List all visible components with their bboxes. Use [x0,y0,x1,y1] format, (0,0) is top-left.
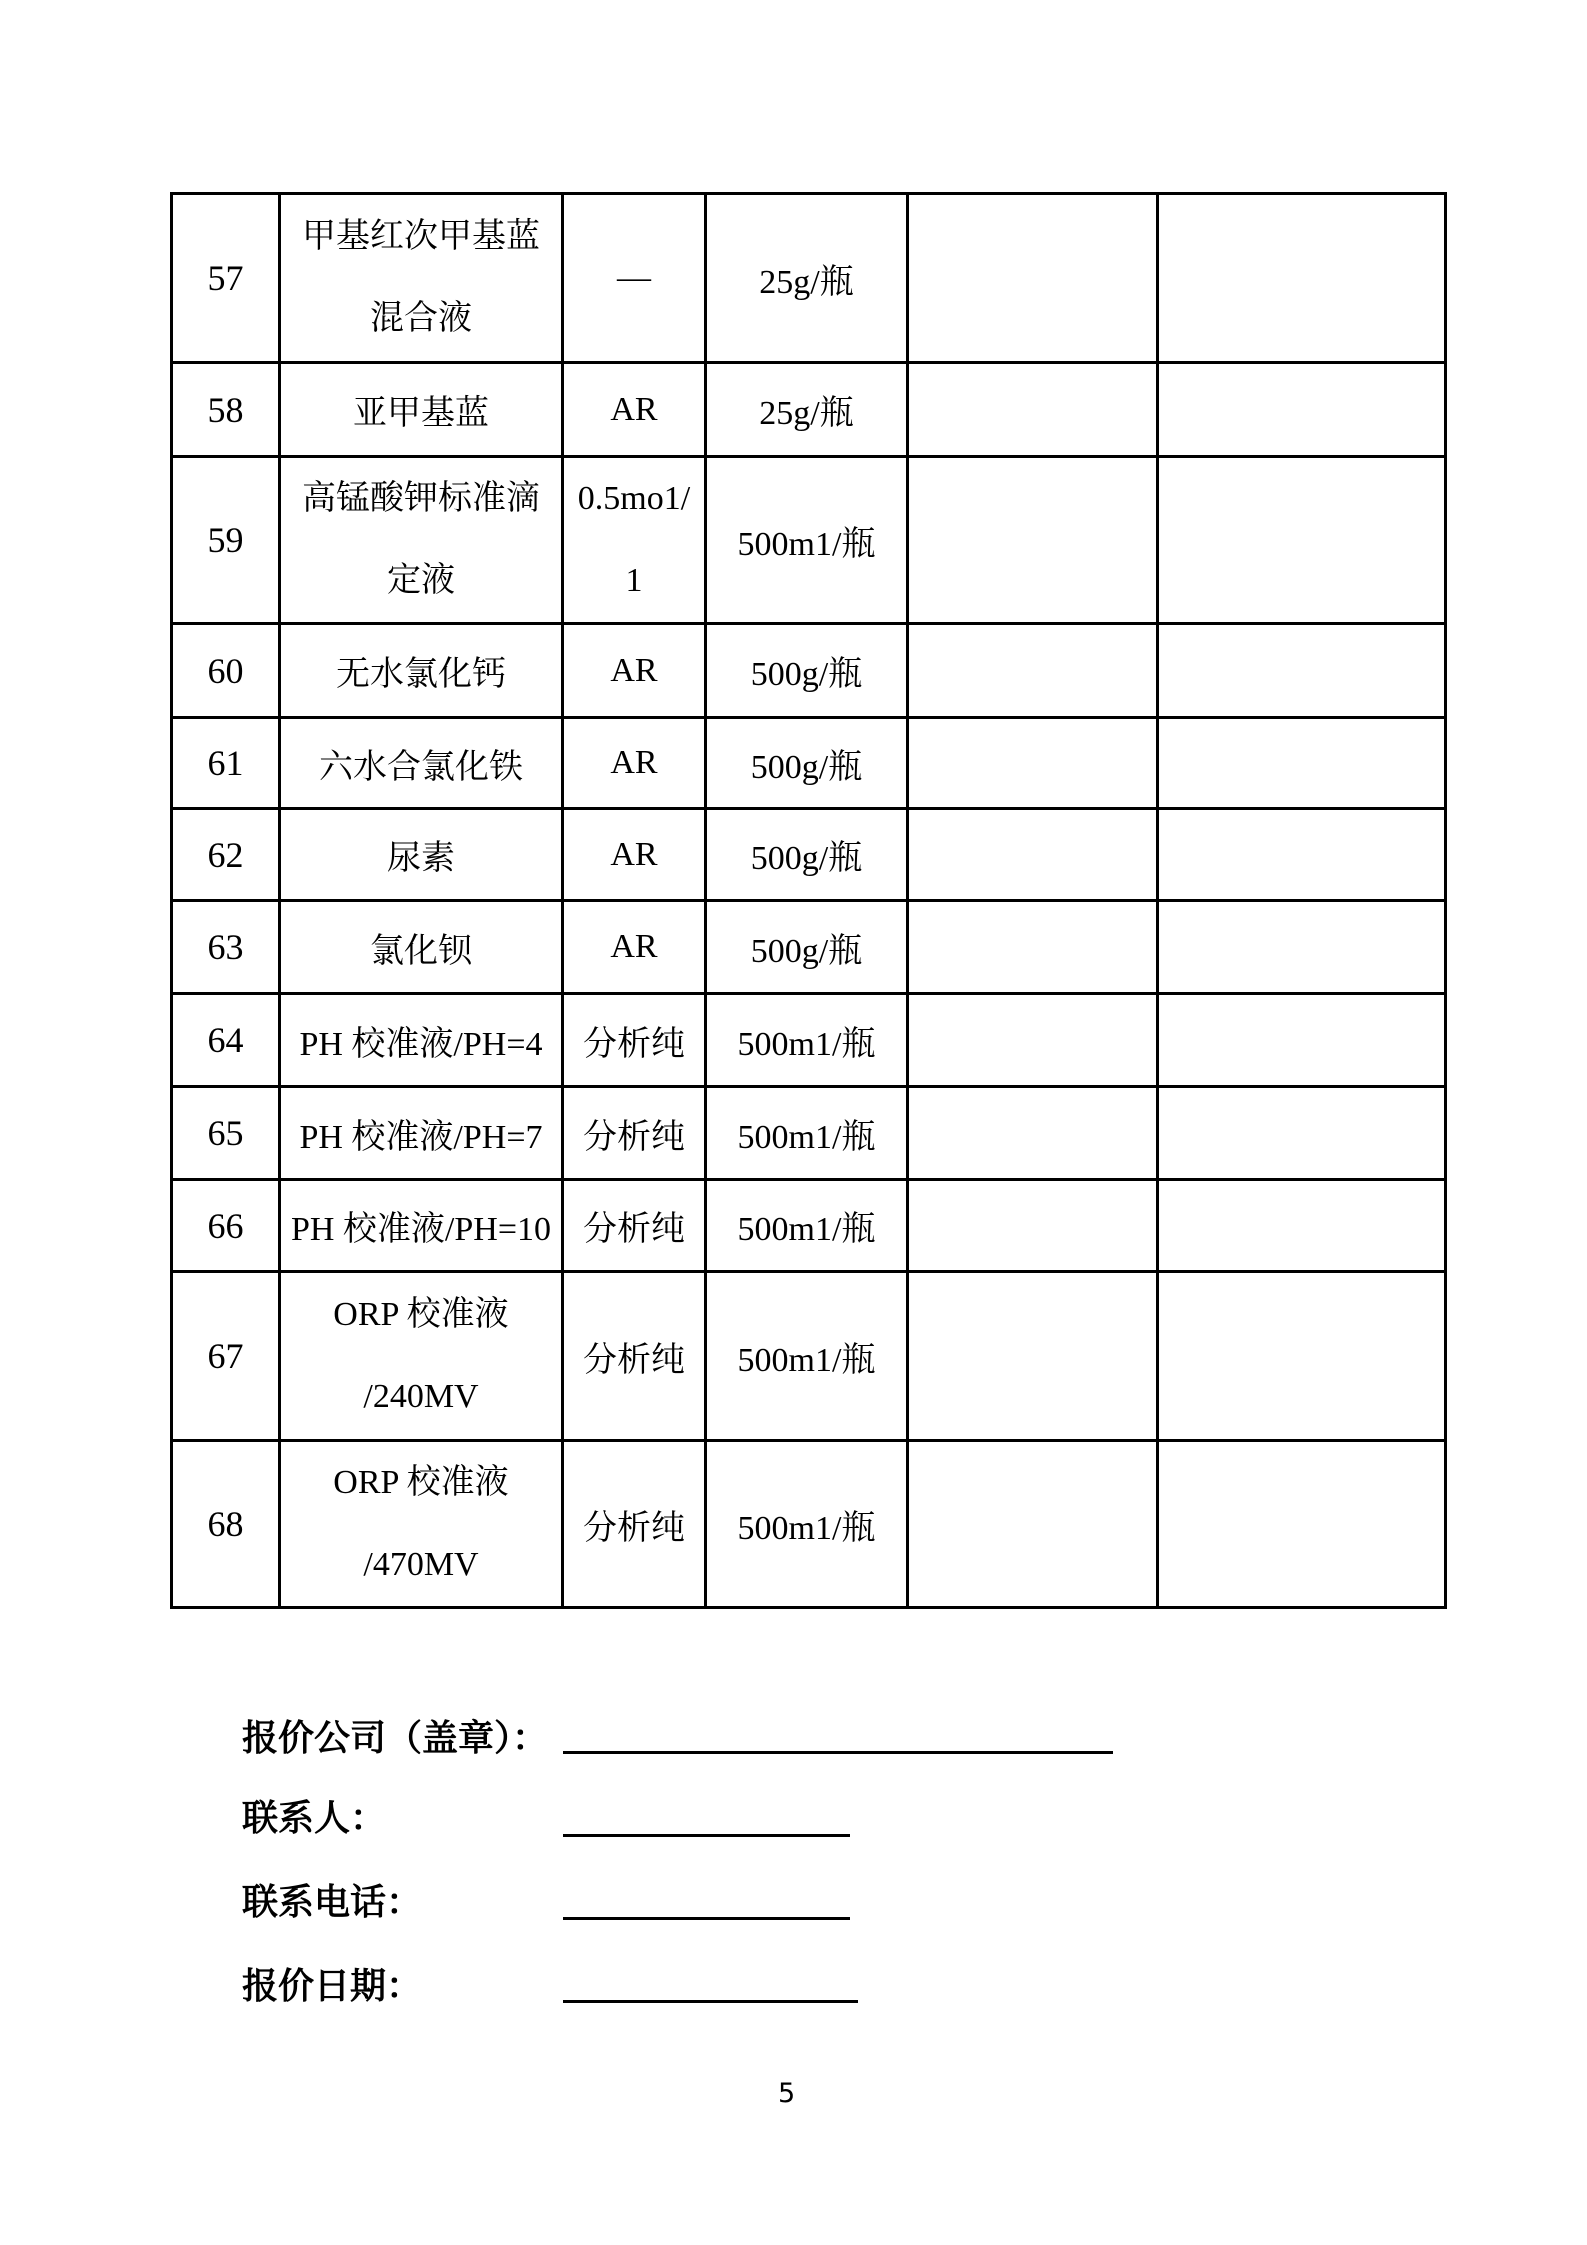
spec-cell: AR [563,624,706,718]
table-row [172,1087,1446,1180]
qty-cell: 500m1/瓶 [706,457,908,624]
item-name-line: ORP 校准液 [333,1296,509,1333]
blank-cell [908,809,1158,901]
blank-cell [908,994,1158,1087]
quote-date-label: 报价日期： [242,1966,423,2006]
table-row [172,1272,1446,1441]
table-row [172,994,1446,1087]
table-row [172,457,1446,624]
table-row [172,1180,1446,1272]
blank-cell [908,901,1158,994]
company-stamp-blank-line [563,1751,1113,1754]
quote-date-blank-line [563,2000,858,2003]
table-row [172,901,1446,994]
item-name-line: /240MV [363,1378,479,1415]
spec-cell: — [563,194,706,363]
item-name-cell: 亚甲基蓝 [280,363,563,457]
spec-cell: 分析纯 [563,994,706,1087]
table-row [172,718,1446,809]
table-row [172,809,1446,901]
blank-cell [1158,994,1446,1087]
item-name-cell [280,457,563,624]
table-row [172,363,1446,457]
blank-cell [908,624,1158,718]
row-no-cell: 65 [172,1087,280,1180]
table-row [172,624,1446,718]
blank-cell [908,363,1158,457]
blank-cell [908,1180,1158,1272]
reagent-table [170,192,1447,1609]
blank-cell [908,457,1158,624]
qty-cell: 500m1/瓶 [706,1180,908,1272]
qty-cell: 500g/瓶 [706,809,908,901]
spec-cell: AR [563,718,706,809]
item-name-cell: PH 校准液/PH=7 [280,1087,563,1180]
qty-cell: 500g/瓶 [706,624,908,718]
spec-cell: AR [563,809,706,901]
item-name-line: ORP 校准液 [333,1464,509,1501]
blank-cell [1158,718,1446,809]
item-name-cell [280,194,563,363]
qty-cell: 500m1/瓶 [706,1441,908,1608]
item-name-cell: 氯化钡 [280,901,563,994]
blank-cell [1158,624,1446,718]
item-name-cell: PH 校准液/PH=10 [280,1180,563,1272]
qty-cell: 500g/瓶 [706,718,908,809]
row-no-cell: 58 [172,363,280,457]
row-no-cell: 67 [172,1272,280,1441]
spec-cell [563,457,706,624]
item-name-cell [280,1272,563,1441]
item-name-line: 甲基红次甲基蓝 [302,218,540,255]
blank-cell [1158,809,1446,901]
spec-line: 1 [625,562,643,599]
qty-cell: 500m1/瓶 [706,1087,908,1180]
blank-cell [1158,457,1446,624]
contact-phone-label: 联系电话： [242,1882,423,1922]
spec-cell: AR [563,901,706,994]
blank-cell [1158,1180,1446,1272]
spec-cell: 分析纯 [563,1272,706,1441]
spec-cell: 分析纯 [563,1441,706,1608]
contact-person-blank-line [563,1834,850,1837]
row-no-cell: 59 [172,457,280,624]
blank-cell [908,1087,1158,1180]
row-no-cell: 63 [172,901,280,994]
row-no-cell: 60 [172,624,280,718]
row-no-cell: 61 [172,718,280,809]
contact-person-label: 联系人： [242,1798,387,1838]
table-row [172,1441,1446,1608]
blank-cell [908,1441,1158,1608]
qty-cell: 500m1/瓶 [706,1272,908,1441]
item-name-cell: 尿素 [280,809,563,901]
qty-cell: 25g/瓶 [706,363,908,457]
blank-cell [1158,363,1446,457]
row-no-cell: 68 [172,1441,280,1608]
contact-phone-blank-line [563,1917,850,1920]
spec-line: 0.5mo1/ [577,480,691,517]
row-no-cell: 66 [172,1180,280,1272]
spec-cell: AR [563,363,706,457]
qty-cell: 25g/瓶 [706,194,908,363]
blank-cell [1158,1441,1446,1608]
blank-cell [1158,1272,1446,1441]
row-no-cell: 57 [172,194,280,363]
item-name-line: 定液 [387,562,455,599]
item-name-cell [280,1441,563,1608]
blank-cell [908,1272,1158,1441]
blank-cell [1158,901,1446,994]
qty-cell: 500g/瓶 [706,901,908,994]
blank-cell [1158,1087,1446,1180]
row-no-cell: 64 [172,994,280,1087]
blank-cell [908,718,1158,809]
page-number: 5 [778,2078,796,2109]
spec-cell: 分析纯 [563,1087,706,1180]
row-no-cell: 62 [172,809,280,901]
item-name-line: 混合液 [370,300,472,337]
spec-cell: 分析纯 [563,1180,706,1272]
table-row [172,194,1446,363]
item-name-line: 高锰酸钾标准滴 [302,480,540,517]
blank-cell [1158,194,1446,363]
blank-cell [908,194,1158,363]
item-name-cell: 无水氯化钙 [280,624,563,718]
qty-cell: 500m1/瓶 [706,994,908,1087]
company-stamp-label: 报价公司（盖章）： [242,1718,549,1758]
item-name-cell: PH 校准液/PH=4 [280,994,563,1087]
item-name-line: /470MV [363,1546,479,1583]
item-name-cell: 六水合氯化铁 [280,718,563,809]
